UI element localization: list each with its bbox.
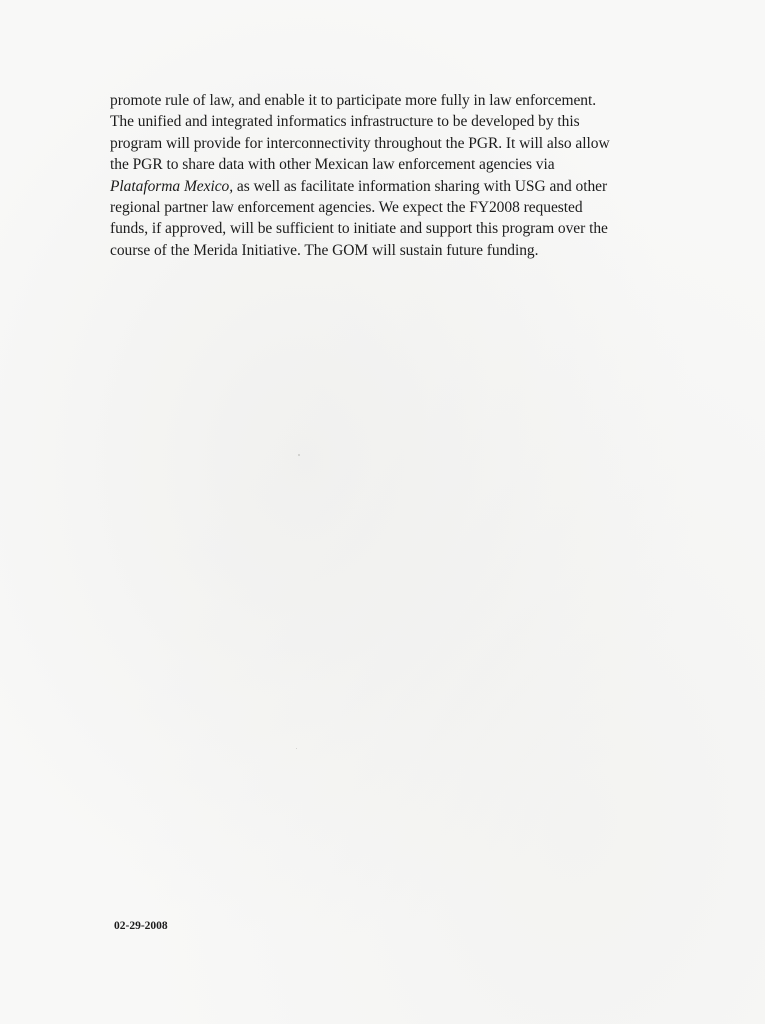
body-paragraph — [110, 90, 710, 261]
paragraph-line: program will provide for interconnectivity throughout the PGR. It will also allow — [110, 134, 610, 152]
paragraph-line: funds, if approved, will be sufficient to initiate and support this program over the — [110, 220, 608, 238]
scan-speck — [298, 454, 300, 456]
scan-speck — [296, 748, 297, 749]
paragraph-line: the PGR to share data with other Mexican law enforcement agencies via — [110, 156, 555, 174]
footer-date: 02-29-2008 — [114, 920, 168, 932]
italic-term: Plataforma Mexico, — [110, 177, 234, 195]
line-continuation: as well as facilitate information sharing with USG and other — [233, 177, 608, 195]
paragraph-line: course of the Merida Initiative. The GOM will sustain future funding. — [110, 241, 539, 259]
paragraph-line: promote rule of law, and enable it to participate more fully in law enforcement. — [110, 92, 597, 109]
paragraph-line: The unified and integrated informatics infrastructure to be developed by this — [110, 113, 580, 131]
paragraph-line: regional partner law enforcement agencies. We expect the FY2008 requested — [110, 199, 583, 217]
paragraph-line — [110, 176, 710, 197]
